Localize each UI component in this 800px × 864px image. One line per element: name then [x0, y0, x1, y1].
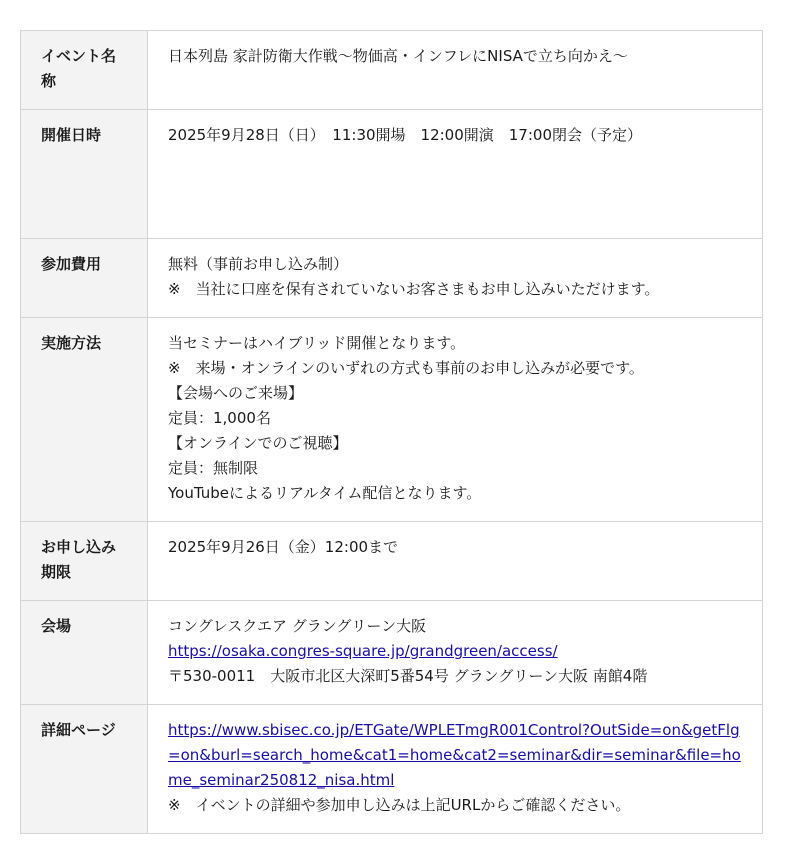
detail-page-note: ※ イベントの詳細や参加申し込みは上記URLからご確認ください。	[168, 796, 631, 814]
value-venue	[148, 601, 763, 705]
value-application-deadline	[148, 522, 763, 601]
method-line: 当セミナーはハイブリッド開催となります。	[168, 334, 466, 352]
row-detail-page	[21, 705, 763, 834]
label-event-name: イベント名称	[21, 31, 148, 110]
deadline-label-line: お申し込み	[41, 538, 117, 556]
row-venue	[21, 601, 763, 705]
event-info-container	[20, 30, 762, 834]
label-participation-fee: 参加費用	[21, 239, 148, 318]
deadline-text: 2025年9月26日（金）12:00まで	[168, 538, 399, 556]
row-event-name	[21, 31, 763, 110]
event-name-text: 日本列島 家計防衛大作戦〜物価高・インフレにNISAで立ち向かえ〜	[168, 47, 628, 65]
method-line: ※ 来場・オンラインのいずれの方式も事前のお申し込みが必要です。	[168, 359, 644, 377]
fee-text: 無料（事前お申し込み制）	[168, 255, 349, 273]
fee-note: ※ 当社に口座を保有されていないお客さまもお申し込みいただけます。	[168, 280, 660, 298]
label-application-deadline	[21, 522, 148, 601]
venue-access-link[interactable]: https://osaka.congres-square.jp/grandgreen/access/	[168, 642, 558, 660]
method-line: 定員：1,000名	[168, 409, 271, 427]
method-line: 定員：無制限	[168, 459, 259, 477]
row-method	[21, 318, 763, 522]
venue-name: コングレスクエア グラングリーン大阪	[168, 617, 427, 635]
row-participation-fee	[21, 239, 763, 318]
method-line: 【オンラインでのご視聴】	[168, 434, 348, 452]
label-detail-page: 詳細ページ	[21, 705, 148, 834]
row-event-datetime	[21, 110, 763, 239]
event-datetime-text: 2025年9月28日（日） 11:30開場 12:00開演 17:00閉会（予定）	[168, 126, 642, 144]
label-event-datetime: 開催日時	[21, 110, 148, 239]
venue-address: 〒530-0011 大阪市北区大深町5番54号 グラングリーン大阪 南館4階	[168, 667, 648, 685]
deadline-label-line: 期限	[41, 563, 72, 581]
row-application-deadline	[21, 522, 763, 601]
label-venue: 会場	[21, 601, 148, 705]
event-info-table	[20, 30, 763, 834]
value-event-name	[148, 31, 763, 110]
value-detail-page	[148, 705, 763, 834]
value-participation-fee	[148, 239, 763, 318]
method-line: 【会場へのご来場】	[168, 384, 304, 402]
detail-page-link[interactable]: https://www.sbisec.co.jp/ETGate/WPLETmgR001Control?OutSide=on&getFlg=on&burl=search_home&cat1=home&cat2=seminar&dir=seminar&file=home_seminar250812_nisa.html	[168, 721, 741, 789]
method-line: YouTubeによるリアルタイム配信となります。	[168, 484, 482, 502]
value-event-datetime	[148, 110, 763, 239]
label-method: 実施方法	[21, 318, 148, 522]
value-method	[148, 318, 763, 522]
